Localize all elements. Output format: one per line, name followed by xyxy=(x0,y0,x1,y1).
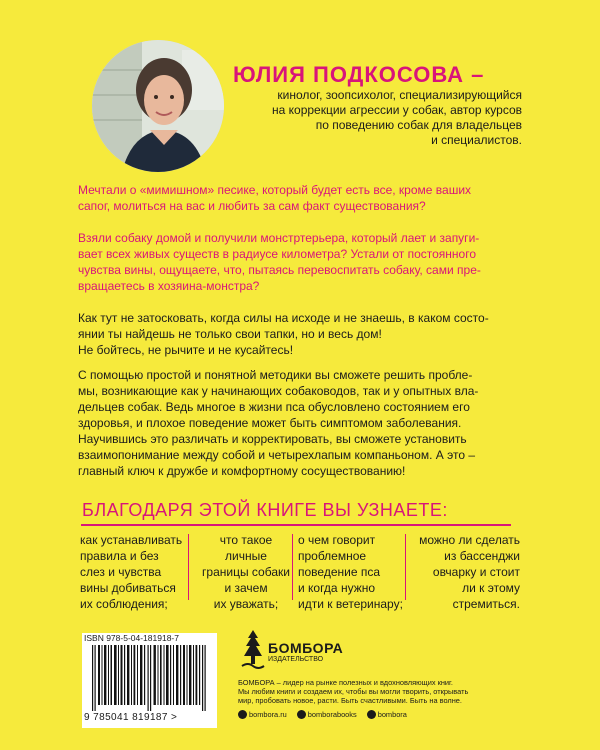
bombora-logo-icon xyxy=(240,628,266,670)
column-divider xyxy=(292,534,293,600)
telegram-icon xyxy=(367,710,376,719)
vk-icon xyxy=(297,710,306,719)
publisher-line: БОМБОРА – лидер на рынке полезных и вдохновляющих книг. xyxy=(238,678,453,687)
intro-paragraph-2 xyxy=(78,230,544,294)
globe-icon xyxy=(238,710,247,719)
paragraph-line: здоровья, и плохое поведение может быть симптомом заболевания. xyxy=(78,416,462,430)
paragraph-line: Мечтали о «мимишном» песике, который будет есть все, кроме ваших xyxy=(78,183,472,197)
author-name: ЮЛИЯ ПОДКОСОВА – xyxy=(233,62,485,87)
paragraph-line: С помощью простой и понятной методики вы сможете решить пробле- xyxy=(78,368,473,382)
column-line: что такое xyxy=(219,533,273,547)
author-description-line: и специалистов. xyxy=(431,133,522,147)
column-line: поведение пса xyxy=(298,565,381,579)
author-description xyxy=(232,88,522,148)
paragraph-line: чувства вины, ощущаете, что, пытаясь перевоспитать собаку, сами пре- xyxy=(78,263,481,277)
column-line: и когда нужно xyxy=(298,581,376,595)
paragraph-line: дельцев собак. Ведь многое в жизни пса обусловлено состоянием его xyxy=(78,400,470,414)
column-line: слез и чувства xyxy=(80,565,162,579)
column-divider xyxy=(405,534,406,600)
paragraph-line: Научившись это различать и корректировать, вы сможете установить xyxy=(78,432,467,446)
publisher-description xyxy=(238,678,468,705)
publisher-line: мир, пробовать новое, расти. Быть счастливыми. Быть на волне. xyxy=(238,696,462,705)
column-line: их соблюдения; xyxy=(80,597,168,611)
learn-column-2 xyxy=(194,532,298,612)
barcode-number: 9 785041 819187 > xyxy=(84,712,178,723)
column-line: овчарку и стоит xyxy=(432,565,520,579)
publisher-name: БОМБОРА xyxy=(268,640,344,656)
column-line: проблемное xyxy=(298,549,367,563)
column-line: вины добиваться xyxy=(80,581,176,595)
column-line: из бассенджи xyxy=(444,549,520,563)
column-line: стремиться. xyxy=(452,597,520,611)
learn-column-4 xyxy=(412,532,520,612)
column-line: личные xyxy=(225,549,267,563)
social-telegram[interactable] xyxy=(367,710,407,719)
column-line: как устанавливать xyxy=(80,533,183,547)
author-description-line: кинолог, зоопсихолог, специализирующийся xyxy=(277,88,522,102)
paragraph-line: главный ключ к дружбе и комфортному сосуществованию! xyxy=(78,464,406,478)
body-paragraph-1 xyxy=(78,310,544,358)
paragraph-line: вращаетесь в хозяина-монстра? xyxy=(78,279,260,293)
column-line: правила и без xyxy=(80,549,159,563)
column-divider xyxy=(188,534,189,600)
author-description-line: на коррекции агрессии у собак, автор курсов xyxy=(272,103,522,117)
paragraph-line: вает всех живых существ в радиусе километра? Устали от постоянного xyxy=(78,247,477,261)
learn-heading: БЛАГОДАРЯ ЭТОЙ КНИГЕ ВЫ УЗНАЕТЕ: xyxy=(82,500,448,520)
publisher-line: Мы любим книги и создаем их, чтобы вы могли творить, открывать xyxy=(238,687,469,696)
paragraph-line: янии ты найдешь не только свои тапки, но и весь дом! xyxy=(78,327,382,341)
column-line: можно ли сделать xyxy=(419,533,520,547)
paragraph-line: Не бойтесь, не рычите и не кусайтесь! xyxy=(78,343,294,357)
intro-paragraph-1 xyxy=(78,182,544,214)
social-website[interactable] xyxy=(238,710,287,719)
isbn-text: ISBN 978-5-04-181918-7 xyxy=(84,633,179,643)
column-line: их уважать; xyxy=(213,597,279,611)
author-description-line: по поведению собак для владельцев xyxy=(315,118,522,132)
author-photo xyxy=(92,40,224,172)
column-line: границы собаки xyxy=(202,565,290,579)
learn-column-1 xyxy=(80,532,182,612)
social-vk[interactable] xyxy=(297,710,357,719)
paragraph-line: мы, возникающие как у начинающих собаководов, так и у опытных вла- xyxy=(78,384,479,398)
social-label: bombora.ru xyxy=(249,710,287,719)
publisher-subtitle: ИЗДАТЕЛЬСТВО xyxy=(268,656,324,663)
heading-underline xyxy=(81,524,511,526)
barcode-icon xyxy=(92,645,210,711)
social-label: bomborabooks xyxy=(307,710,357,719)
column-line: о чем говорит xyxy=(298,533,376,547)
body-paragraph-2 xyxy=(78,367,544,479)
social-label: bombora xyxy=(377,710,407,719)
social-links xyxy=(238,710,407,719)
paragraph-line: Взяли собаку домой и получили монстртерьера, который лает и запуги- xyxy=(78,231,480,245)
paragraph-line: Как тут не затосковать, когда силы на исходе и не знаешь, в каком состо- xyxy=(78,311,489,325)
column-line: идти к ветеринару; xyxy=(298,597,403,611)
learn-column-3 xyxy=(298,532,403,612)
paragraph-line: сапог, молиться на вас и любить за сам факт существования? xyxy=(78,199,426,213)
column-line: и зачем xyxy=(224,581,268,595)
column-line: ли к этому xyxy=(462,581,520,595)
paragraph-line: взаимопонимание между собой и четырехлапым компаньоном. А это – xyxy=(78,448,475,462)
